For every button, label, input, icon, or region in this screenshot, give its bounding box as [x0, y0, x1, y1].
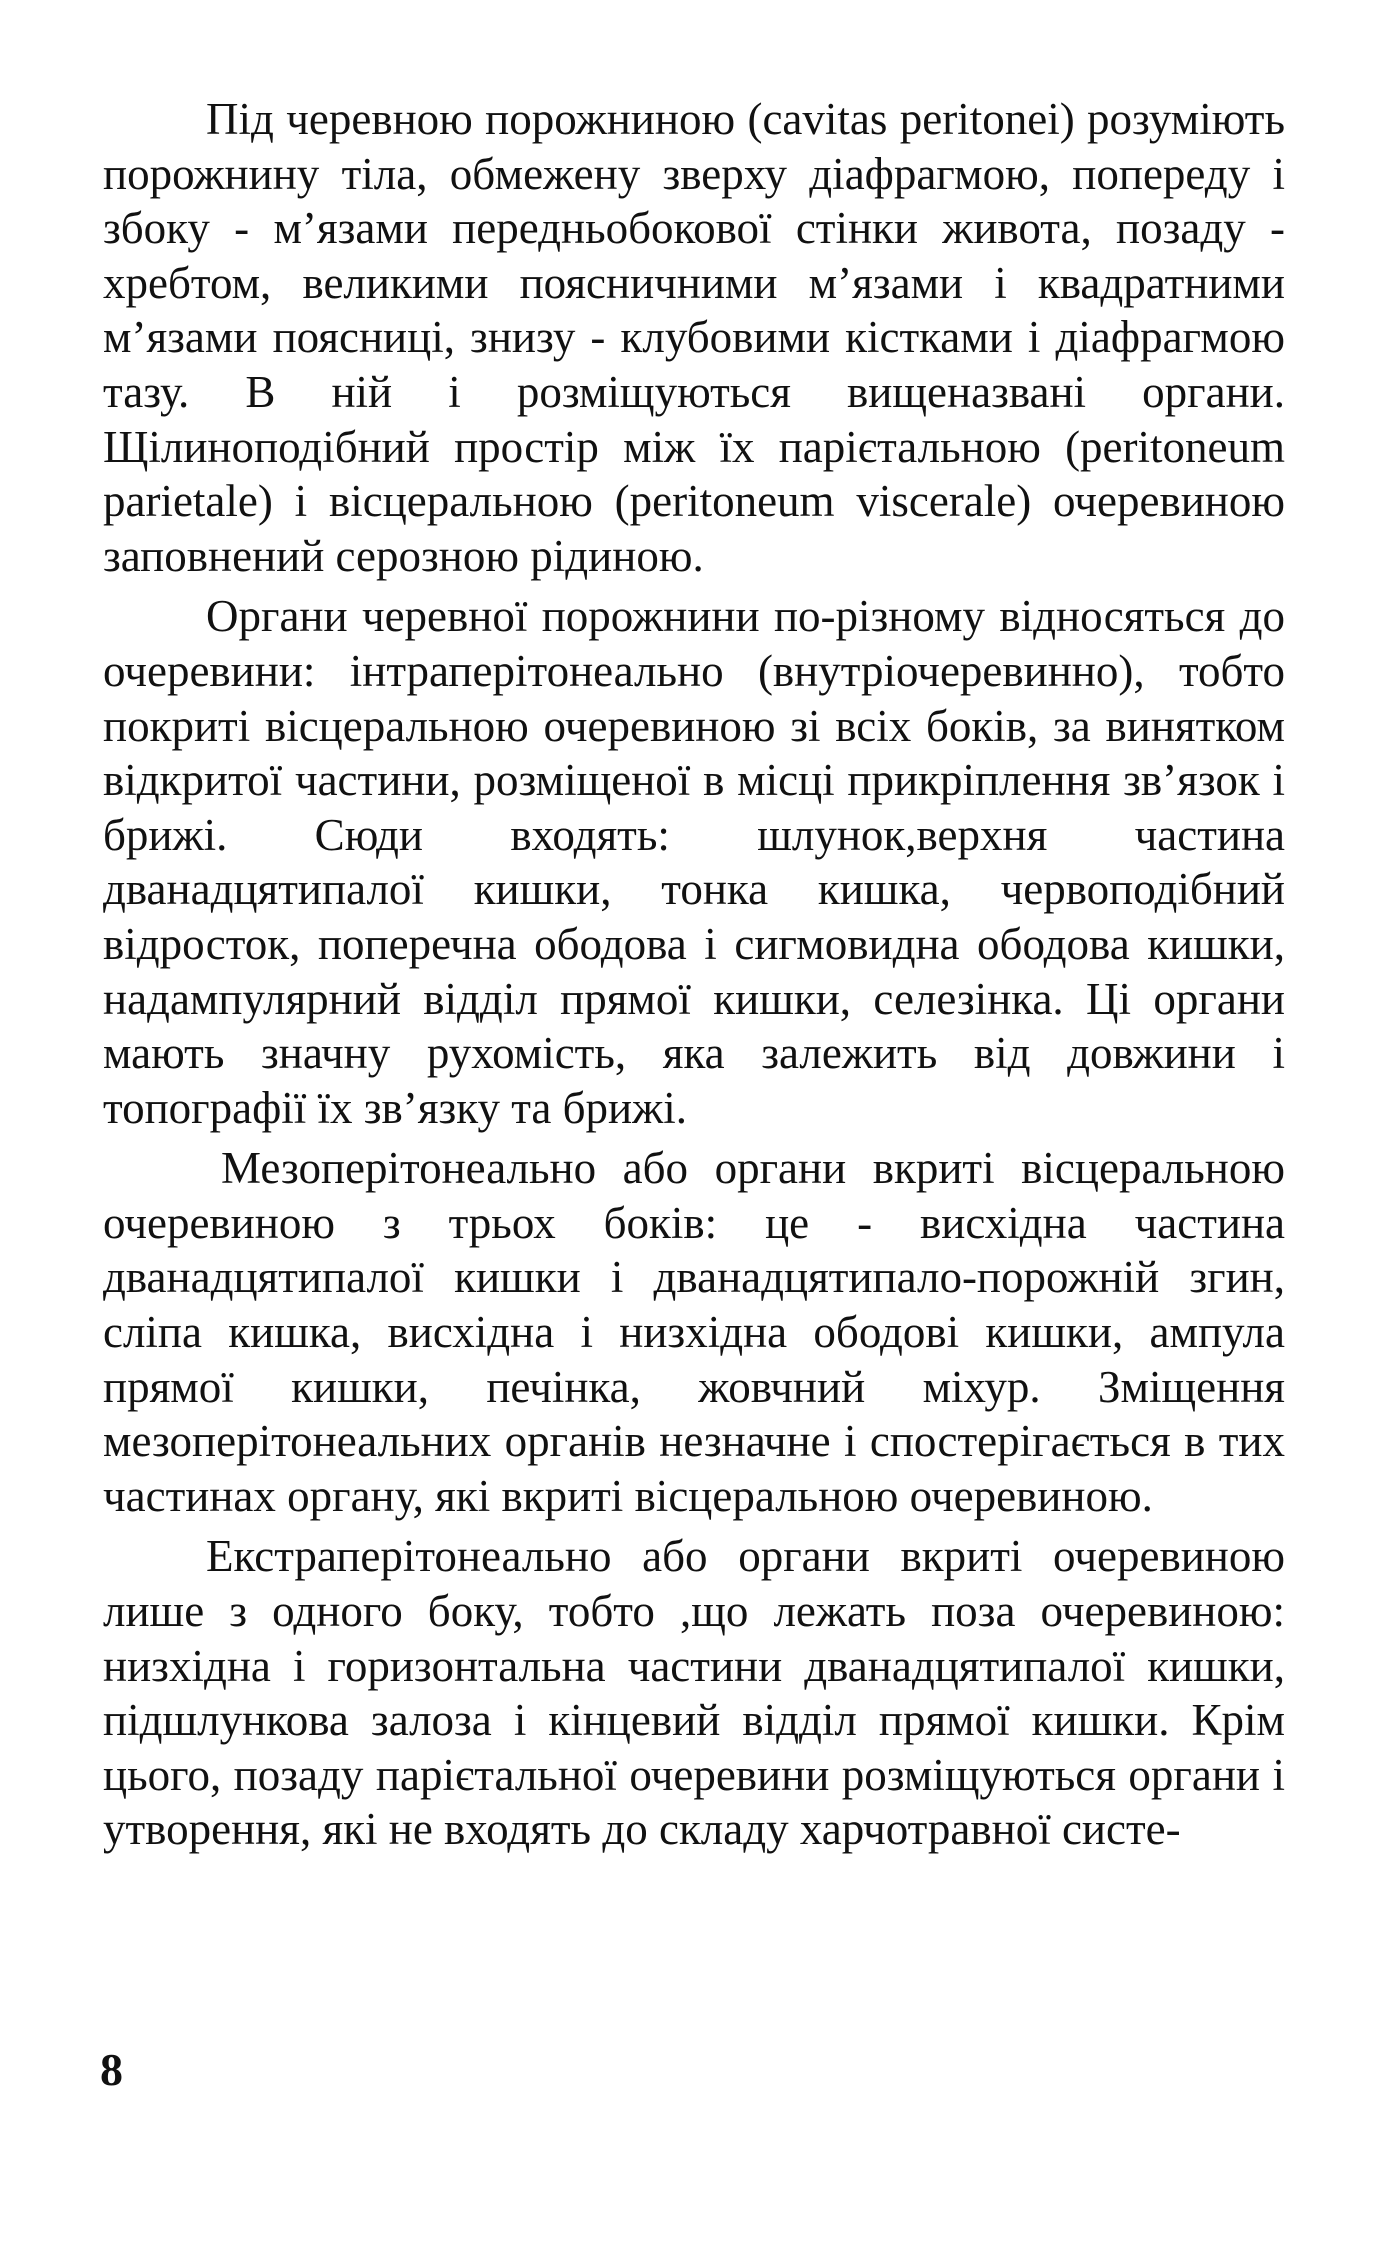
page-number: 8	[100, 2044, 123, 2095]
paragraph-intraperitoneal: Органи черевної порожнини по-різному відносяться до очеревини: інтраперітонеально (внутріочеревинно), тобто покриті вісцеральною очеревиною зі всіх боків, за винятком відкритої частини, розміщеної в місці прикріплення зв’язок і брижі. Сюди входять: шлунок,верхня частина дванадцятипалої кишки, тонка кишка, червоподібний відросток, поперечна ободова і сигмовидна ободова кишки, надампулярний відділ прямої кишки, селезінка. Ці органи мають значну рухомість, яка залежить від довжини і топографії їх зв’язку та брижі.	[103, 591, 1285, 1133]
paragraph-extraperitoneal: Екстраперітонеально або органи вкриті очеревиною лише з одного боку, тобто ,що лежать поза очеревиною: низхідна і горизонтальна частини дванадцятипалої кишки, підшлункова залоза і кінцевий відділ прямої кишки. Крім цього, позаду парієтальної очеревини розміщуються органи і утворення, які не входять до складу харчотравної систе-	[103, 1531, 1285, 1855]
paragraph-mesoperitoneal: Мезоперітонеально або органи вкриті вісцеральною очеревиною з трьох боків: це - висхідна частина дванадцятипалої кишки і дванадцятипало-порожній згин, сліпа кишка, висхідна і низхідна ободові кишки, ампула прямої кишки, печінка, жовчний міхур. Зміщення мезоперітонеальних органів незначне і спостерігається в тих частинах органу, які вкриті вісцеральною очеревиною.	[103, 1143, 1285, 1521]
body-text	[103, 92, 1285, 1857]
paragraph-cavitas-peritonei: Під черевною порожниною (cavitas peritonei) розуміють порожнину тіла, обмежену зверху діафрагмою, попереду і збоку - м’язами передньобокової стінки живота, позаду - хребтом, великими поясничними м’язами і квадратними м’язами поясниці, знизу - клубовими кістками і діафрагмою тазу. В ній і розміщуються вищеназвані органи. Щілиноподібний простір між їх парієтальною (peritoneum parietale) і вісцеральною (peritoneum viscerale) очеревиною заповнений серозною рідиною.	[103, 94, 1285, 581]
